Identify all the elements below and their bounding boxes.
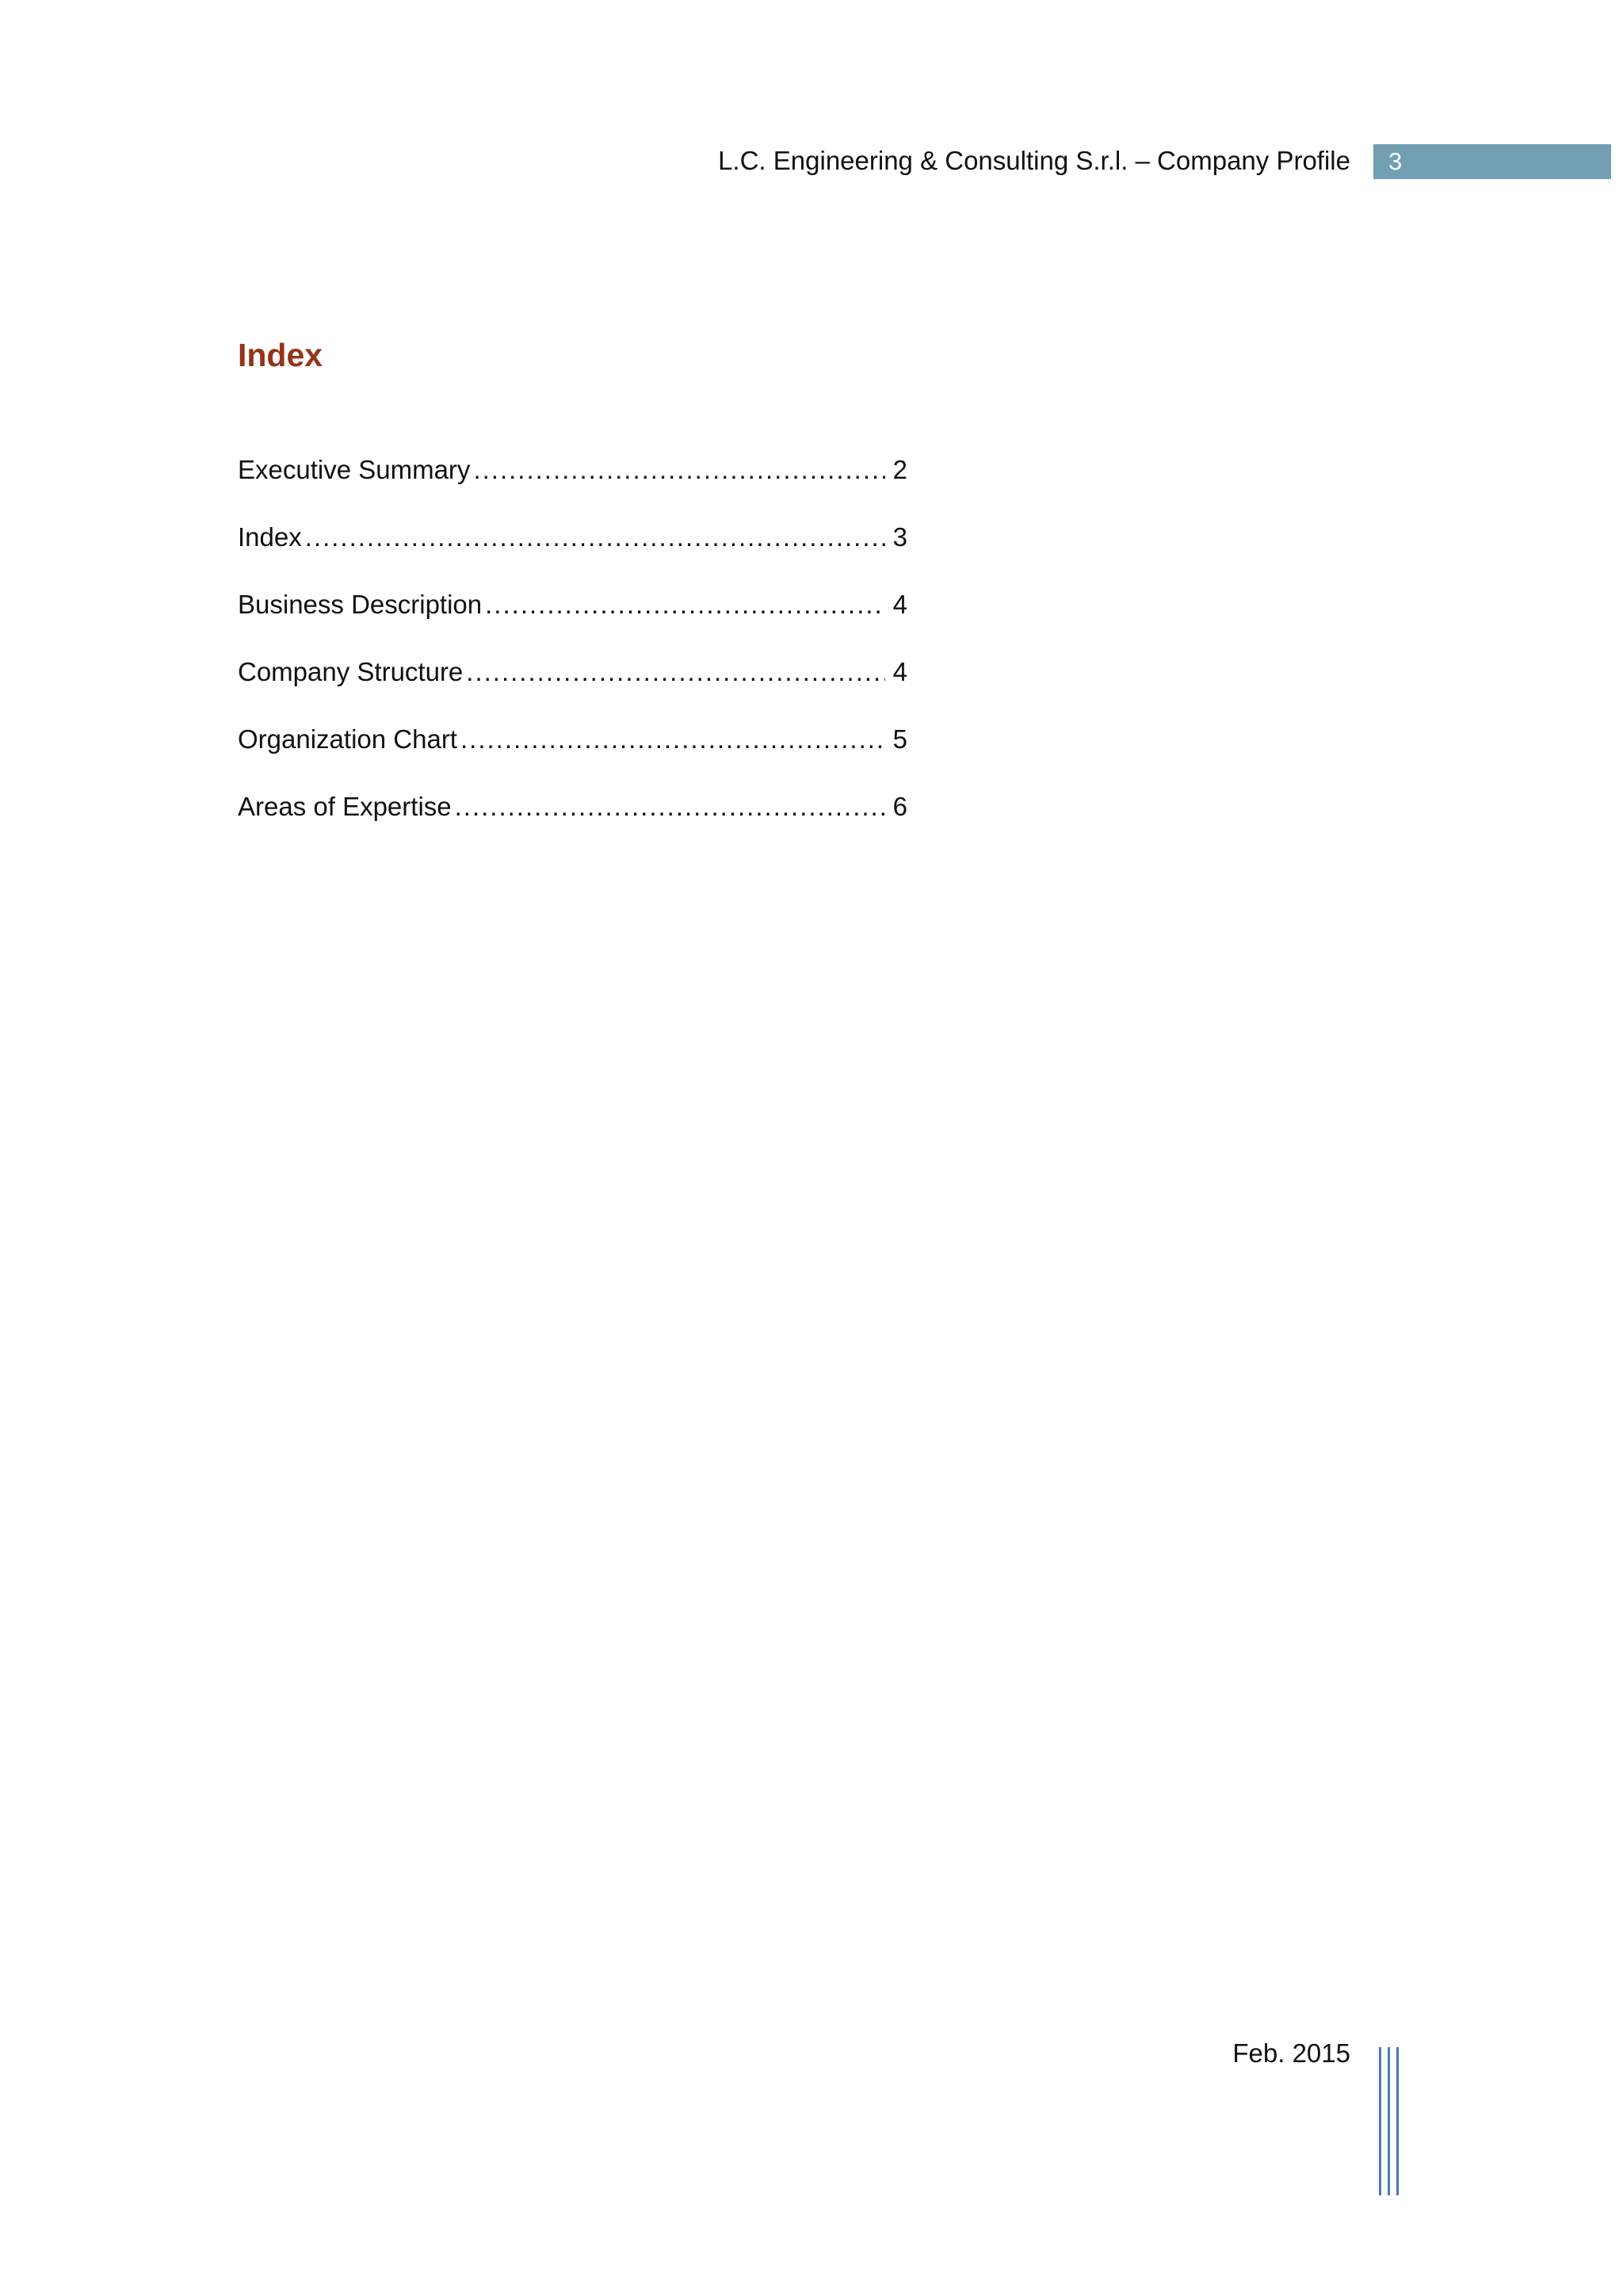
table-of-contents	[238, 450, 907, 854]
toc-entry-areas-of-expertise[interactable]	[238, 787, 907, 854]
toc-entry-label: Executive Summary	[238, 455, 471, 484]
toc-entry-index[interactable]	[238, 518, 907, 585]
header-title: L.C. Engineering & Consulting S.r.l. – Company Profile	[718, 146, 1350, 175]
toc-dot-leader	[455, 787, 885, 827]
toc-entry-label: Areas of Expertise	[238, 792, 452, 821]
toc-entry-page: 6	[892, 792, 907, 821]
footer-rule-line	[1388, 2047, 1390, 2195]
toc-entry-label: Organization Chart	[238, 724, 457, 754]
page-number-bar	[1373, 144, 1611, 179]
toc-entry-label: Index	[238, 522, 302, 552]
toc-dot-leader	[460, 720, 885, 759]
footer-rule-line	[1396, 2047, 1399, 2195]
toc-entry-executive-summary[interactable]	[238, 450, 907, 518]
toc-dot-leader	[305, 518, 885, 557]
toc-dot-leader	[466, 652, 884, 692]
footer-rule-line	[1379, 2047, 1381, 2195]
toc-entry-page: 5	[892, 724, 907, 754]
toc-entry-page: 2	[892, 455, 907, 484]
footer-date: Feb. 2015	[1232, 2038, 1350, 2068]
page-header	[0, 141, 1623, 181]
toc-dot-leader	[485, 585, 885, 625]
toc-entry-page: 4	[892, 657, 907, 686]
toc-entry-organization-chart[interactable]	[238, 720, 907, 787]
toc-entry-page: 4	[892, 590, 907, 619]
footer-decorative-rules	[1379, 2047, 1403, 2195]
toc-entry-business-description[interactable]	[238, 585, 907, 652]
toc-entry-company-structure[interactable]	[238, 652, 907, 720]
toc-dot-leader	[473, 450, 884, 490]
toc-entry-label: Business Description	[238, 590, 483, 619]
page-number: 3	[1388, 147, 1403, 175]
toc-entry-page: 3	[892, 522, 907, 552]
toc-entry-label: Company Structure	[238, 657, 464, 686]
page-title: Index	[238, 337, 323, 373]
